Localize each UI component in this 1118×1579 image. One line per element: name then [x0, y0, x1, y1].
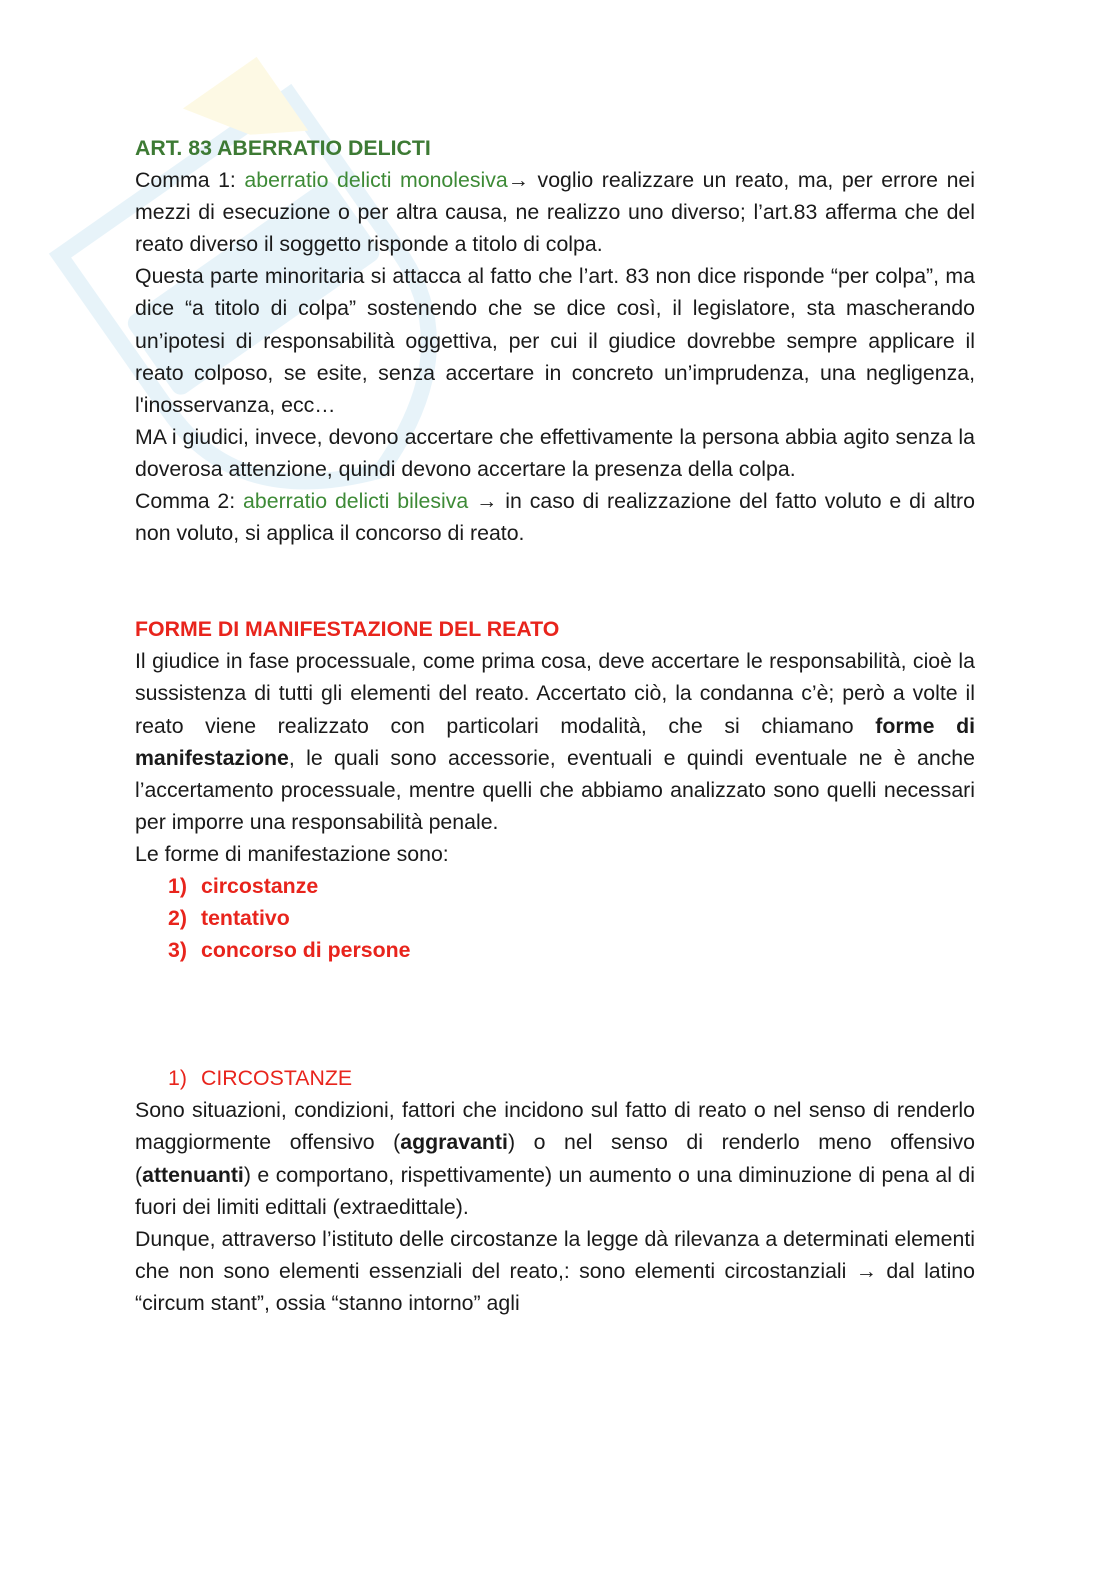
list-label: circostanze	[201, 873, 319, 898]
spacer	[135, 549, 975, 613]
list-label: tentativo	[201, 906, 290, 931]
text-span: Comma 1:	[135, 168, 245, 193]
subsection-label: CIRCOSTANZE	[201, 1066, 353, 1091]
term-monolesiva: aberratio delicti monolesiva	[244, 168, 508, 193]
text-span: ) e comportano, rispettivamente) un aumento o una diminuzione di pena al di fuori dei limiti edittali (extraedittale).	[135, 1162, 975, 1219]
section-title-forme: FORME DI MANIFESTAZIONE DEL REATO	[135, 617, 560, 642]
paragraph-giudice-fase	[135, 645, 975, 838]
section-title-art83: ART. 83 ABERRATIO DELICTI	[135, 136, 431, 160]
text-span: → in caso di realizzazione del fatto voluto e di altro non voluto, si applica il concorso di reato.	[135, 489, 975, 546]
text-span: ) o nel senso di renderlo meno offensivo (	[135, 1130, 975, 1187]
forms-list	[135, 870, 975, 966]
text-span: , le quali sono accessorie, eventuali e quindi eventuale ne è anche l’accertamento processuale, mentre quelli che abbiamo analizzato sono quelli necessari per imporre una responsabilità penale.	[135, 745, 975, 834]
paragraph-comma1	[135, 164, 975, 260]
document-page	[135, 132, 975, 1319]
list-item	[135, 870, 975, 902]
paragraph-minoritaria: Questa parte minoritaria si attacca al fatto che l’art. 83 non dice risponde “per colpa”, ma dice “a titolo di colpa” sostenendo che se dice così, il legislatore, sta mascherando un’ipotesi di responsabilità oggettiva, per cui il giudice dovrebbe sempre applicare il reato colposo, se esite, senza accertare in concreto un’imprudenza, una negligenza, l'inosservanza, ecc…	[135, 264, 975, 417]
list-number: 3)	[168, 938, 187, 963]
subsection-number: 1)	[168, 1066, 187, 1091]
subsection-title-circostanze	[135, 1062, 975, 1094]
text-span: Sono situazioni, condizioni, fattori che incidono sul fatto di reato o nel senso di renderlo maggiormente offensivo (	[135, 1098, 975, 1155]
term-bilesiva: aberratio delicti bilesiva	[243, 489, 469, 514]
paragraph-comma2	[135, 485, 975, 549]
text-span: Il giudice in fase processuale, come prima cosa, deve accertare le responsabilità, cioè la sussistenza di tutti gli elementi del reato. Accertato ciò, la condanna c’è; però a volte il reato viene realizzato con particolari modalità, che si chiamano	[135, 649, 975, 738]
term-attenuanti: attenuanti	[142, 1162, 244, 1187]
text-span: Comma 2:	[135, 489, 244, 514]
term-forme-manifestazione: forme di manifestazione	[135, 713, 975, 770]
paragraph-dunque: Dunque, attraverso l’istituto delle circostanze la legge dà rilevanza a determinati elementi che non sono elementi essenziali del reato,: sono elementi circostanziali → dal latino “circum stant”, ossia “stanno intorno” agli	[135, 1226, 975, 1315]
list-item	[135, 902, 975, 934]
paragraph-giudici: MA i giudici, invece, devono accertare che effettivamente la persona abbia agito senza la doverosa attenzione, quindi devono accertare la presenza della colpa.	[135, 424, 975, 481]
list-item	[135, 934, 975, 966]
text-span: → voglio realizzare un reato, ma, per errore nei mezzi di esecuzione o per altra causa, ne realizzo uno diverso; l’art.83 afferma che del reato diverso il soggetto risponde a titolo di colpa.	[135, 168, 975, 257]
paragraph-forme-sono: Le forme di manifestazione sono:	[135, 841, 449, 866]
spacer	[135, 966, 975, 1062]
term-aggravanti: aggravanti	[400, 1130, 508, 1155]
list-number: 1)	[168, 873, 187, 898]
paragraph-circostanze-def	[135, 1094, 975, 1222]
list-number: 2)	[168, 906, 187, 931]
list-label: concorso di persone	[201, 938, 411, 963]
